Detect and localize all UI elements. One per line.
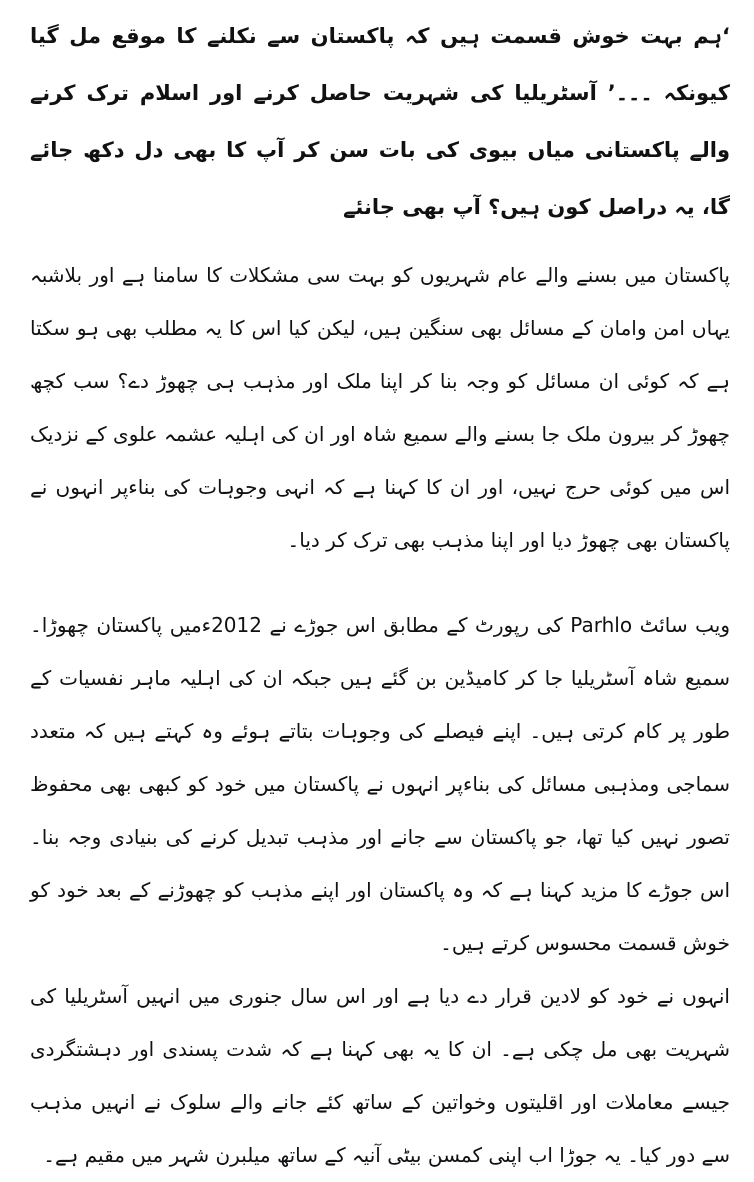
article-headline: ‘ہم بہت خوش قسمت ہیں کہ پاکستان سے نکلنے کا موقع مل گیا کیونکہ ۔۔۔’ آسٹریلیا کی شہریت حاصل کرنے اور اسلام ترک کرنے والے پاکستانی میاں بیوی کی بات سن کر آپ کا بھی دل دکھ جائے گا، یہ دراصل کون ہیں؟ آپ بھی جانئے <box>30 24 730 219</box>
article-paragraph: انہوں نے خود کو لادین قرار دے دیا ہے اور اس سال جنوری میں انہیں آسٹریلیا کی شہریت بھی مل چکی ہے۔ ان کا یہ بھی کہنا ہے کہ شدت پسندی اور دہشتگردی جیسے معاملات اور اقلیتوں وخواتین کے ساتھ کئے جانے والے سلوک نے انہیں مذہب سے دور کیا۔ یہ جوڑا اب اپنی کمسن بیٹی آنیہ کے ساتھ میلبرن شہر میں مقیم ہے۔ <box>30 984 730 1167</box>
article-paragraph: پاکستان میں بسنے والے عام شہریوں کو بہت سی مشکلات کا سامنا ہے اور بلاشبہ یہاں امن وامان کے مسائل بھی سنگین ہیں، لیکن کیا اس کا یہ مطلب بھی ہو سکتا ہے کہ کوئی ان مسائل کو وجہ بنا کر اپنا ملک اور مذہب ہی چھوڑ دے؟ سب کچھ چھوڑ کر بیرون ملک جا بسنے والے سمیع شاہ اور ان کی اہلیہ عشمہ علوی کے نزدیک اس میں کوئی حرج نہیں، اور ان کا کہنا ہے کہ انہی وجوہات کی بناءپر انہوں نے پاکستان بھی چھوڑ دیا اور اپنا مذہب بھی ترک کر دیا۔ <box>30 263 730 552</box>
article <box>30 0 730 1182</box>
article-paragraph: ویب سائٹ Parhlo کی رپورٹ کے مطابق اس جوڑے نے 2012ءمیں پاکستان چھوڑا۔ سمیع شاہ آسٹریلیا جا کر کامیڈین بن گئے ہیں جبکہ ان کی اہلیہ ماہر نفسیات کے طور پر کام کرتی ہیں۔ اپنے فیصلے کی وجوہات بتاتے ہوئے وہ کہتے ہیں کہ متعدد سماجی ومذہبی مسائل کی بناءپر انہوں نے پاکستان میں خود کو کبھی بھی محفوظ تصور نہیں کیا تھا، جو پاکستان سے جانے اور مذہب تبدیل کرنے کی بنیادی وجہ بنا۔ اس جوڑے کا مزید کہنا ہے کہ وہ پاکستان اور اپنے مذہب کو چھوڑنے کے بعد خود کو خوش قسمت محسوس کرتے ہیں۔ <box>30 613 730 955</box>
